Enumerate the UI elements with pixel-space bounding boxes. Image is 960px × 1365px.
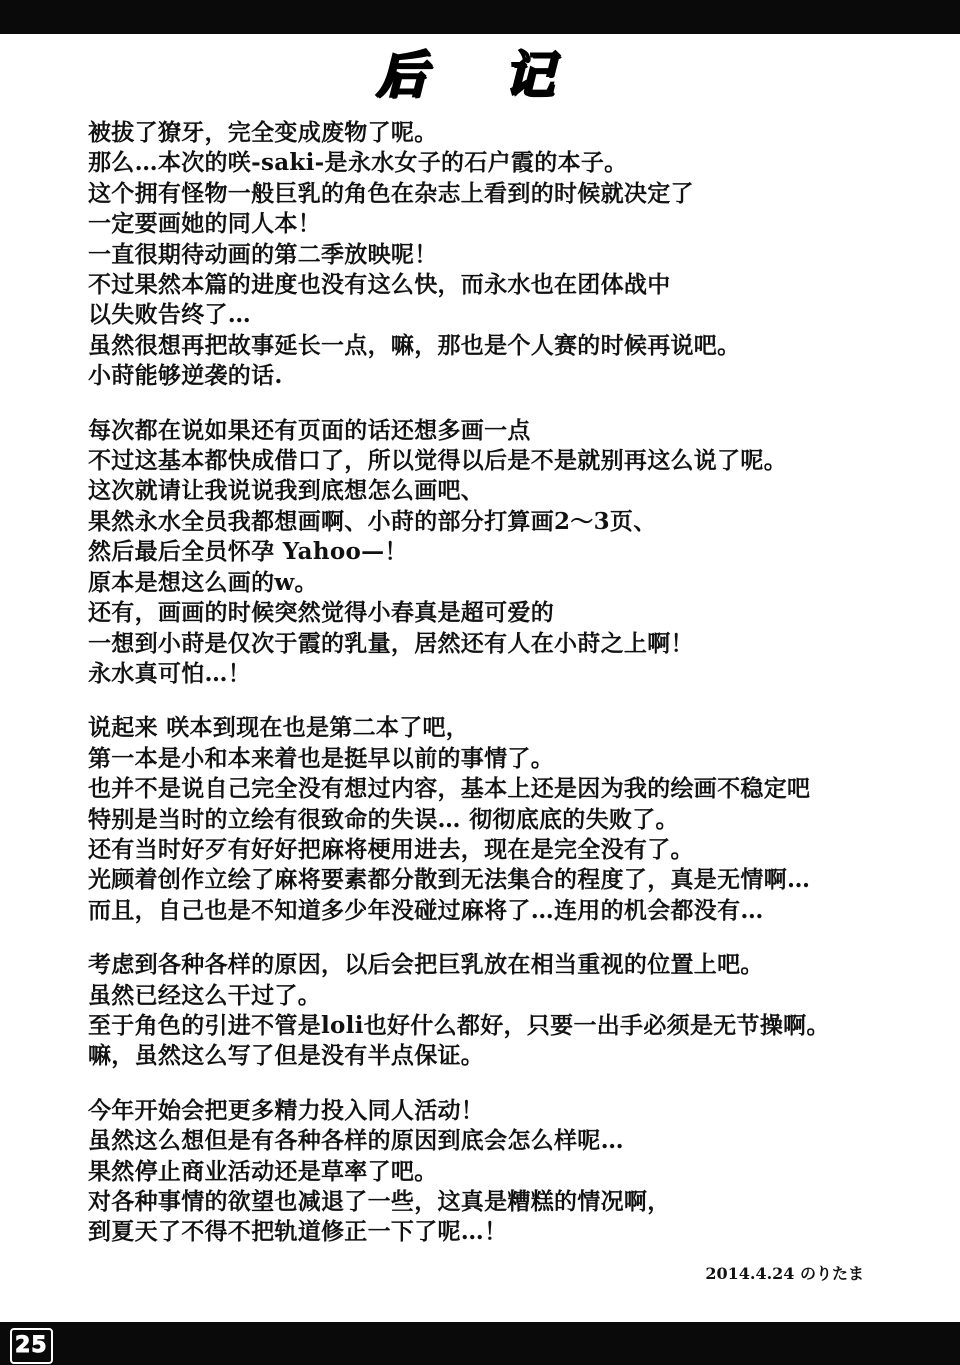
text-line: 小莳能够逆袭的话. — [88, 362, 283, 390]
text-line: 虽然已经这么干过了。 — [88, 981, 321, 1009]
text-line: 被拔了獠牙，完全变成废物了呢。 — [88, 119, 438, 146]
paragraph-2 — [88, 416, 888, 690]
text-line: 不过果然本篇的进度也没有这么快，而永水也在团体战中 — [88, 271, 671, 299]
text-line: 永水真可怕…！ — [88, 659, 252, 687]
text-line: 不过这基本都快成借口了，所以觉得以后是不是就别再这么说了呢。 — [88, 447, 787, 475]
text-line: 那么…本次的咲-saki-是永水女子的石户霞的本子。 — [88, 149, 628, 177]
text-line: 虽然这么想但是有各种各样的原因到底会怎么样呢… — [88, 1127, 624, 1155]
text-line: 第一本是小和本来着也是挺早以前的事情了。 — [88, 744, 554, 772]
text-line: 说起来 咲本到现在也是第二本了吧， — [88, 714, 470, 742]
text-line: 这个拥有怪物一般巨乳的角色在杂志上看到的时候就决定了 — [88, 179, 694, 207]
text-line: 一直很期待动画的第二季放映呢！ — [88, 240, 438, 268]
signature-date: 2014.4.24 のりたま — [705, 1264, 864, 1283]
top-black-bar — [0, 0, 960, 34]
page-number: 25 — [10, 1328, 53, 1364]
paragraph-1 — [88, 118, 888, 392]
text-line: 特别是当时的立绘有很致命的失误… 彻彻底底的失败了。 — [88, 805, 679, 833]
text-line: 光顾着创作立绘了麻将要素都分散到无法集合的程度了，真是无情啊… — [88, 866, 811, 894]
paragraph-5 — [88, 1096, 888, 1248]
text-line: 每次都在说如果还有页面的话还想多画一点 — [88, 416, 531, 444]
text-line: 然后最后全员怀孕 Yahoo—！ — [88, 538, 408, 566]
text-line: 而且，自己也是不知道多少年没碰过麻将了…连用的机会都没有… — [88, 896, 764, 924]
text-line: 以失败告终了… — [88, 301, 252, 329]
text-line: 果然永水全员我都想画啊、小莳的部分打算画2～3页、 — [88, 507, 657, 535]
text-line: 今年开始会把更多精力投入同人活动！ — [88, 1096, 485, 1124]
bottom-black-bar — [0, 1322, 960, 1365]
text-line: 一定要画她的同人本！ — [88, 210, 321, 238]
text-line: 到夏天了不得不把轨道修正一下了呢…！ — [88, 1218, 508, 1246]
text-line: 一想到小莳是仅次于霞的乳量，居然还有人在小莳之上啊！ — [88, 629, 694, 657]
paragraph-3 — [88, 713, 888, 926]
afterword-body — [88, 118, 888, 1272]
text-line: 嘛，虽然这么写了但是没有半点保证。 — [88, 1042, 485, 1070]
paragraph-4 — [88, 950, 888, 1072]
text-line: 也并不是说自己完全没有想过内容，基本上还是因为我的绘画不稳定吧 — [88, 775, 811, 803]
text-line: 这次就请让我说说我到底想怎么画吧、 — [88, 477, 485, 505]
text-line: 虽然很想再把故事延长一点，嘛，那也是个人赛的时候再说吧。 — [88, 331, 741, 359]
text-line: 原本是想这么画的w。 — [88, 568, 318, 596]
text-line: 还有，画画的时候突然觉得小春真是超可爱的 — [88, 599, 554, 627]
text-line: 至于角色的引进不管是loli也好什么都好，只要一出手必须是无节操啊。 — [88, 1011, 830, 1039]
text-line: 还有当时好歹有好好把麻将梗用进去，现在是完全没有了。 — [88, 835, 694, 863]
page-title: 后 记 — [376, 46, 584, 104]
text-line: 果然停止商业活动还是草率了吧。 — [88, 1157, 438, 1185]
text-line: 对各种事情的欲望也减退了一些，这真是糟糕的情况啊， — [88, 1188, 671, 1215]
text-line: 考虑到各种各样的原因，以后会把巨乳放在相当重视的位置上吧。 — [88, 951, 764, 979]
